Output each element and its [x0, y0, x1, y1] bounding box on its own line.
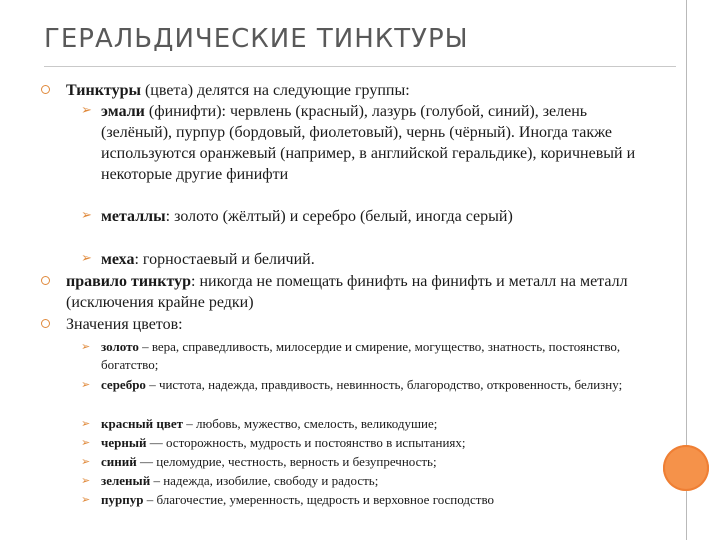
bullet-text: : золото (жёлтый) и серебро (белый, иногда серый)	[165, 208, 513, 225]
circle-bullet-icon	[41, 276, 50, 285]
bullet-metals	[101, 206, 661, 227]
bullet-text: Значения цветов:	[66, 316, 183, 333]
bullet-text: : никогда не помещать финифть на финифть и металл на металл (исключения крайне редки)	[66, 273, 628, 311]
arrowhead-bullet-icon: ➢	[81, 251, 92, 266]
bullet-text: (цвета) делятся на следующие группы:	[140, 82, 410, 99]
bullet-term: черный	[101, 435, 147, 450]
slide-title: ГЕРАЛЬДИЧЕСКИЕ ТИНКТУРЫ	[44, 24, 469, 54]
bullet-text: — целомудрие, честность, верность и безупречность;	[136, 454, 437, 469]
bullet-term: красный цвет	[101, 416, 184, 431]
arrowhead-bullet-icon: ➢	[81, 340, 91, 353]
circle-bullet-icon	[41, 319, 50, 328]
arrowhead-bullet-icon: ➢	[81, 436, 91, 449]
bullet-text: – любовь, мужество, смелость, великодушие;	[183, 416, 438, 431]
meaning-item-gold	[101, 338, 631, 373]
arrowhead-bullet-icon: ➢	[81, 493, 91, 506]
meaning-item-black	[101, 434, 631, 452]
bullet-term: золото	[101, 339, 139, 354]
bullet-term: Тинктуры	[66, 82, 141, 99]
bullet-text: — осторожность, мудрость и постоянство в испытаниях;	[146, 435, 466, 450]
bullet-term: пурпур	[101, 492, 144, 507]
title-divider	[44, 66, 676, 67]
bullet-text: – чистота, надежда, правдивость, невинность, благородство, откровенность, белизну;	[145, 377, 623, 392]
bullet-text: (финифти): червлень (красный), лазурь (голубой, синий), зелень (зелёный), пурпур (бордовый, фиолетовый), чернь (чёрный). Иногда также используются оранжевый (например, в английской геральдике), коричневый и некоторые другие финифти	[101, 103, 636, 183]
arrowhead-bullet-icon: ➢	[81, 103, 92, 118]
bullet-text: : горностаевый и беличий.	[134, 251, 315, 268]
bullet-text: – надежда, изобилие, свободу и радость;	[150, 473, 379, 488]
arrowhead-bullet-icon: ➢	[81, 474, 91, 487]
arrowhead-bullet-icon: ➢	[81, 208, 92, 223]
bullet-term: эмали	[101, 103, 145, 120]
bullet-text: – вера, справедливость, милосердие и смирение, могущество, знатность, постоянство, богатство;	[101, 339, 621, 372]
meaning-item-red	[101, 415, 631, 433]
circle-bullet-icon	[41, 85, 50, 94]
meaning-item-silver	[101, 376, 631, 394]
bullet-term: металлы	[101, 208, 166, 225]
meaning-item-purple	[101, 491, 631, 509]
arrowhead-bullet-icon: ➢	[81, 417, 91, 430]
meaning-item-green	[101, 472, 631, 490]
bullet-furs	[101, 249, 661, 270]
bullet-enamels	[101, 101, 661, 185]
bullet-term: серебро	[101, 377, 146, 392]
bullet-text: – благочестие, умеренность, щедрость и верховное господство	[143, 492, 494, 507]
arrowhead-bullet-icon: ➢	[81, 455, 91, 468]
bullet-term: меха	[101, 251, 135, 268]
bullet-term: синий	[101, 454, 137, 469]
decorative-circle	[663, 445, 709, 491]
meaning-item-blue	[101, 453, 631, 471]
bullet-term: правило тинктур	[66, 273, 192, 290]
bullet-term: зеленый	[101, 473, 151, 488]
arrowhead-bullet-icon: ➢	[81, 378, 91, 391]
